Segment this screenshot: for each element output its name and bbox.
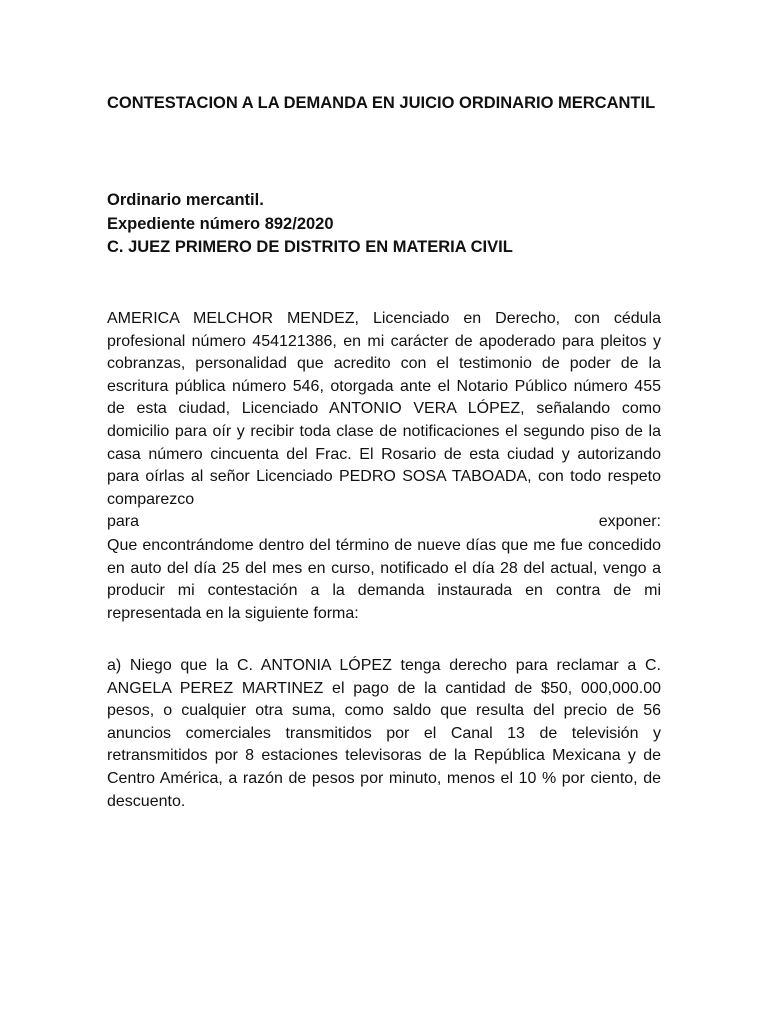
document-title: CONTESTACION A LA DEMANDA EN JUICIO ORDINARIO MERCANTIL	[107, 94, 656, 112]
paragraph-introduction	[107, 308, 661, 534]
case-header	[107, 189, 667, 260]
paragraph-introduction-last-line	[107, 511, 661, 534]
addressee: C. JUEZ PRIMERO DE DISTRITO EN MATERIA CIVIL	[107, 238, 513, 256]
paragraph-introduction-text: AMERICA MELCHOR MENDEZ, Licenciado en Derecho, con cédula profesional número 454121386, en mi carácter de apoderado para pleitos y cobranzas, personalidad que acredito con el testimonio de poder de la escritura pública número 546, otorgada ante el Notario Público número 455 de esta ciudad, Licenciado ANTONIO VERA LÓPEZ, señalando como domicilio para oír y recibir toda clase de notificaciones el segundo piso de la casa número cincuenta del Frac. El Rosario de esta ciudad y autorizando para oírlas al señor Licenciado PEDRO SOSA TABOADA, con todo respeto comparezco	[107, 310, 661, 508]
paragraph-introduction-tail-left: para	[107, 513, 140, 531]
case-type: Ordinario mercantil.	[107, 191, 264, 209]
paragraph-denial-a: a) Niego que la C. ANTONIA LÓPEZ tenga derecho para reclamar a C. ANGELA PEREZ MARTINEZ el pago de la cantidad de $50, 000,000.00 pesos, o cualquier otra suma, como saldo que resulta del precio de 56 anuncios comerciales transmitidos por el Canal 13 de televisión y retransmitidos por 8 estaciones televisoras de la República Mexicana y de Centro América, a razón de pesos por minuto, menos el 10 % por ciento, de descuento.	[107, 657, 661, 810]
paragraph-introduction-tail-right: exponer:	[598, 513, 661, 531]
paragraph-statement: Que encontrándome dentro del término de nueve días que me fue concedido en auto del día 25 del mes en curso, notificado el día 28 del actual, vengo a producir mi contestación a la demanda instaurada en contra de mi representada en la siguiente forma:	[107, 537, 661, 622]
file-number: Expediente número 892/2020	[107, 214, 334, 233]
